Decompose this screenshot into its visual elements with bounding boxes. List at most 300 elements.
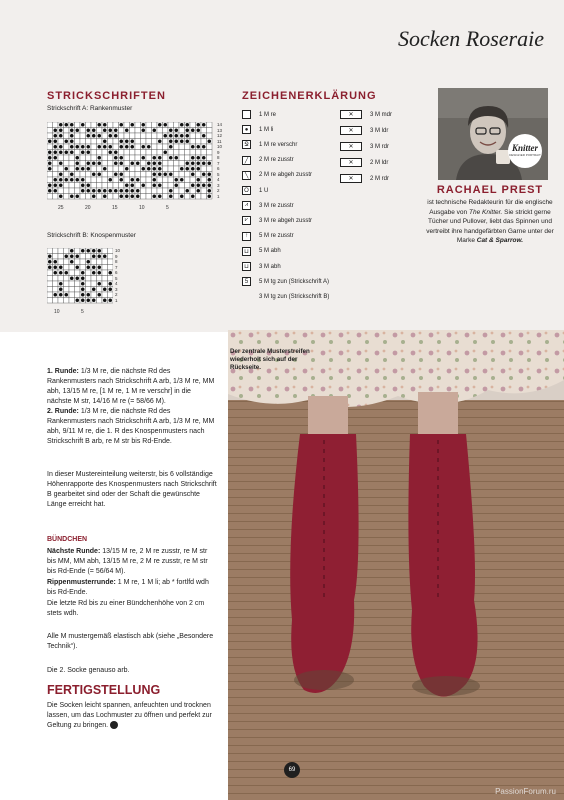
purl-dot: [59, 150, 63, 154]
purl-dot: [86, 260, 90, 264]
chart-cell: [64, 161, 70, 167]
purl-dot: [207, 139, 211, 143]
chart-cell: [47, 144, 53, 150]
chart-cell: [97, 298, 103, 304]
purl-dot: [196, 128, 200, 132]
chart-cell: [108, 183, 114, 189]
chart-cell: [196, 172, 202, 178]
purl-dot: [64, 123, 68, 127]
chart-cell: [91, 150, 97, 156]
socks-photo-image: [228, 330, 564, 800]
chart-cell: [75, 183, 81, 189]
chart-cell: [201, 150, 207, 156]
chart-cell: [64, 172, 70, 178]
purl-dot: [196, 183, 200, 187]
purl-dot: [141, 156, 145, 160]
chart-cell: [141, 139, 147, 145]
legend-label: 3 M ldr: [370, 127, 389, 134]
chart-cell: [190, 150, 196, 156]
chart-cell: [179, 155, 185, 161]
chart-cell: [190, 139, 196, 145]
chart-cell: [64, 248, 70, 254]
legend-symbol-icon: ↑: [242, 232, 251, 241]
purl-dot: [169, 139, 173, 143]
page-title: Socken Roseraie: [398, 26, 544, 51]
purl-dot: [108, 298, 112, 302]
chart-cell: [69, 161, 75, 167]
chart-cell: [201, 128, 207, 134]
purl-dot: [70, 249, 74, 253]
chart-cell: [141, 161, 147, 167]
legend-label: 2 M re abgeh zusstr: [259, 172, 313, 179]
purl-dot: [75, 156, 79, 160]
chart-cell: [152, 122, 158, 128]
chart-row-number: 2: [217, 188, 220, 193]
chart-cell: [108, 166, 114, 172]
purl-dot: [97, 161, 101, 165]
purl-dot: [125, 167, 129, 171]
purl-dot: [81, 145, 85, 149]
purl-dot: [169, 189, 173, 193]
chart-cell: [168, 183, 174, 189]
purl-dot: [59, 194, 63, 198]
chart-cell: [64, 276, 70, 282]
legend-item: [242, 186, 268, 195]
chart-row-number: 14: [217, 122, 223, 127]
chart-col-number: 25: [58, 205, 64, 211]
legend-item: [340, 126, 388, 135]
purl-dot: [141, 183, 145, 187]
chart-cell: [113, 166, 119, 172]
purl-dot: [158, 156, 162, 160]
purl-dot: [125, 139, 129, 143]
purl-dot: [136, 194, 140, 198]
chart-cell: [80, 155, 86, 161]
chart-cell: [130, 172, 136, 178]
chart-cell: [113, 139, 119, 145]
chart-cell: [86, 281, 92, 287]
chart-cell: [108, 265, 114, 271]
legend-symbol-icon: ╲: [242, 171, 251, 180]
chart-cell: [157, 144, 163, 150]
purl-dot: [108, 128, 112, 132]
chart-cell: [124, 172, 130, 178]
page-number: 69: [284, 762, 300, 778]
chart-cell: [64, 133, 70, 139]
chart-cell: [146, 194, 152, 200]
legend-symbol-icon: ⊔: [242, 247, 251, 256]
purl-dot: [119, 161, 123, 165]
purl-dot: [130, 194, 134, 198]
chart-cell: [174, 122, 180, 128]
chart-cell: [80, 265, 86, 271]
chart-cell: [47, 133, 53, 139]
chart-cell: [97, 276, 103, 282]
purl-dot: [59, 128, 63, 132]
purl-dot: [81, 276, 85, 280]
chart-cell: [64, 183, 70, 189]
purl-dot: [70, 145, 74, 149]
chart-row-number: 8: [217, 155, 220, 160]
purl-dot: [53, 178, 57, 182]
purl-dot: [185, 189, 189, 193]
cuff-heading: BÜNDCHEN: [47, 536, 88, 543]
purl-dot: [70, 139, 74, 143]
chart-cell: [179, 150, 185, 156]
purl-dot: [130, 123, 134, 127]
chart-cell: [168, 122, 174, 128]
chart-cell: [196, 194, 202, 200]
purl-dot: [53, 293, 57, 297]
purl-dot: [196, 161, 200, 165]
chart-cell: [207, 144, 213, 150]
chart-cell: [102, 133, 108, 139]
purl-dot: [158, 194, 162, 198]
purl-dot: [103, 194, 107, 198]
purl-dot: [136, 189, 140, 193]
chart-cell: [58, 155, 64, 161]
chart-cell: [119, 133, 125, 139]
designer-bio-part1: ist technische Redakteurin für die englische Ausgabe von: [427, 199, 553, 216]
purl-dot: [108, 178, 112, 182]
legend-label: 2 M ldr: [370, 159, 389, 166]
chart-cell: [157, 128, 163, 134]
purl-dot: [114, 156, 118, 160]
chart-row-number: 12: [217, 133, 223, 138]
purl-dot: [196, 178, 200, 182]
purl-dot: [191, 161, 195, 165]
purl-dot: [59, 123, 63, 127]
chart-cell: [185, 177, 191, 183]
round-1-text: 1/3 M re, die nächste Rd des Rankenmusters nach Strickschrift A arb, 1/3 M re, MM abh, 13/15 M re, [1 M re, 1 M re verschr] in die nächste M str, 14/16 M re (= 58/66 M).: [47, 368, 215, 405]
chart-cell: [185, 183, 191, 189]
designer-name: RACHAEL PREST: [436, 184, 544, 196]
chart-cell: [102, 150, 108, 156]
purl-dot: [130, 178, 134, 182]
chart-a-grid: [47, 122, 215, 200]
round-1-label: 1. Runde:: [47, 368, 79, 375]
chart-cell: [146, 139, 152, 145]
knitter-badge-title: Knitter: [511, 143, 538, 153]
purl-dot: [196, 145, 200, 149]
purl-dot: [53, 134, 57, 138]
legend-item: [242, 216, 312, 225]
end-mark-icon: [110, 721, 118, 729]
chart-cell: [163, 161, 169, 167]
chart-cell: [174, 172, 180, 178]
chart-cell: [207, 155, 213, 161]
chart-cell: [53, 161, 59, 167]
legend-symbol-icon: ✕: [340, 110, 362, 119]
chart-cell: [185, 144, 191, 150]
chart-row-number: 1: [217, 193, 220, 199]
chart-cell: [91, 166, 97, 172]
purl-dot: [92, 194, 96, 198]
finishing-text: Die Socken leicht spannen, anfeuchten und trocknen lassen, um das Lochmuster zu öffnen und perfekt zur Geltung zu bringen.: [47, 702, 212, 729]
chart-cell: [196, 139, 202, 145]
chart-cell: [113, 177, 119, 183]
purl-dot: [141, 145, 145, 149]
purl-dot: [53, 139, 57, 143]
chart-cell: [146, 128, 152, 134]
chart-col-number: 5: [166, 205, 169, 211]
purl-dot: [48, 161, 52, 165]
chart-cell: [91, 183, 97, 189]
purl-dot: [103, 139, 107, 143]
chart-col-number: 10: [139, 205, 145, 211]
purl-dot: [64, 178, 68, 182]
purl-dot: [207, 178, 211, 182]
chart-cell: [97, 150, 103, 156]
chart-cell: [58, 139, 64, 145]
purl-dot: [185, 128, 189, 132]
purl-dot: [141, 167, 145, 171]
purl-dot: [119, 156, 123, 160]
purl-dot: [81, 150, 85, 154]
purl-dot: [81, 271, 85, 275]
legend-symbol-icon: ✕: [340, 142, 362, 151]
chart-cell: [152, 139, 158, 145]
purl-dot: [152, 128, 156, 132]
chart-cell: [91, 144, 97, 150]
chart-cell: [201, 166, 207, 172]
purl-dot: [119, 139, 123, 143]
chart-cell: [58, 248, 64, 254]
chart-cell: [163, 183, 169, 189]
chart-cell: [119, 128, 125, 134]
legend-item: [242, 125, 273, 134]
chart-row-number: 4: [115, 281, 118, 286]
purl-dot: [202, 156, 206, 160]
legend-item: [340, 174, 389, 183]
legend-symbol-icon: [242, 110, 251, 119]
purl-dot: [64, 293, 68, 297]
purl-dot: [207, 194, 211, 198]
purl-dot: [48, 156, 52, 160]
purl-dot: [108, 287, 112, 291]
chart-cell: [135, 150, 141, 156]
chart-cell: [168, 166, 174, 172]
chart-cell: [64, 265, 70, 271]
chart-row-number: 4: [217, 177, 220, 182]
chart-cell: [97, 183, 103, 189]
chart-cell: [113, 183, 119, 189]
purl-dot: [119, 123, 123, 127]
purl-dot: [114, 134, 118, 138]
chart-cell: [86, 270, 92, 276]
chart-row-number: 3: [217, 182, 220, 188]
chart-cell: [108, 139, 114, 145]
legend-item: [242, 247, 281, 256]
purl-dot: [53, 271, 57, 275]
purl-dot: [130, 189, 134, 193]
chart-cell: [64, 281, 70, 287]
chart-cell: [174, 144, 180, 150]
purl-dot: [81, 249, 85, 253]
legend-symbol-icon: ●: [242, 125, 251, 134]
purl-dot: [75, 254, 79, 258]
purl-dot: [64, 139, 68, 143]
purl-dot: [103, 123, 107, 127]
legend-symbol-icon: ╱: [242, 156, 251, 165]
purl-dot: [103, 189, 107, 193]
chart-cell: [58, 166, 64, 172]
purl-dot: [53, 150, 57, 154]
purl-dot: [75, 265, 79, 269]
chart-cell: [157, 177, 163, 183]
chart-cell: [91, 292, 97, 298]
purl-dot: [92, 287, 96, 291]
chart-col-number: 15: [112, 205, 118, 211]
purl-dot: [114, 128, 118, 132]
chart-cell: [124, 133, 130, 139]
round-2-label: 2. Runde:: [47, 408, 79, 415]
chart-cell: [69, 166, 75, 172]
purl-dot: [92, 249, 96, 253]
purl-dot: [196, 156, 200, 160]
purl-dot: [191, 183, 195, 187]
watermark: PassionForum.ru: [495, 787, 556, 796]
purl-dot: [53, 260, 57, 264]
chart-cell: [102, 161, 108, 167]
purl-dot: [196, 123, 200, 127]
pattern-repeat-paragraph: In dieser Mustereinteilung weiterstr, bis 6 vollständige Höhenrapporte des Knospenmusters nach Strickschrift B gearbeitet sind oder der Schaft die gewünschte Länge erreicht hat.: [47, 471, 217, 508]
purl-dot: [97, 172, 101, 176]
purl-dot: [64, 254, 68, 258]
purl-dot: [75, 276, 79, 280]
chart-cell: [47, 270, 53, 276]
chart-cell: [53, 287, 59, 293]
chart-cell: [102, 172, 108, 178]
legend-item: [340, 110, 392, 119]
chart-cell: [163, 139, 169, 145]
chart-cell: [58, 259, 64, 265]
purl-dot: [70, 172, 74, 176]
purl-dot: [114, 150, 118, 154]
chart-cell: [80, 194, 86, 200]
chart-cell: [69, 188, 75, 194]
purl-dot: [174, 156, 178, 160]
purl-dot: [180, 134, 184, 138]
chart-cell: [64, 259, 70, 265]
legend-item: [242, 171, 312, 180]
chart-cell: [69, 265, 75, 271]
chart-cell: [190, 188, 196, 194]
chart-cell: [179, 183, 185, 189]
chart-cell: [64, 287, 70, 293]
purl-dot: [108, 150, 112, 154]
purl-dot: [130, 139, 134, 143]
chart-cell: [75, 122, 81, 128]
purl-dot: [103, 167, 107, 171]
purl-dot: [185, 161, 189, 165]
chart-b-grid: [47, 248, 113, 304]
designer-bio-brand: Cat & Sparrow.: [476, 237, 524, 244]
chart-cell: [58, 188, 64, 194]
chart-cell: [53, 194, 59, 200]
chart-cell: [86, 287, 92, 293]
round-2-text: 1/3 M re, die nächste Rd des Rankenmusters nach Strickschrift A arb, 1/3 M re, MM abh, 9/11 M re, die 1. R des Knospenmusters nach Strickschrift B arb, re M str bis Rd-Ende.: [47, 408, 215, 445]
chart-cell: [47, 248, 53, 254]
chart-cell: [102, 248, 108, 254]
purl-dot: [48, 150, 52, 154]
purl-dot: [48, 167, 52, 171]
chart-cell: [108, 155, 114, 161]
purl-dot: [130, 183, 134, 187]
purl-dot: [136, 161, 140, 165]
purl-dot: [59, 145, 63, 149]
purl-dot: [97, 282, 101, 286]
purl-dot: [180, 167, 184, 171]
chart-col-number: 10: [54, 309, 60, 315]
chart-cell: [53, 276, 59, 282]
legend-label: 1 U: [259, 187, 269, 194]
chart-cell: [53, 172, 59, 178]
purl-dot: [97, 293, 101, 297]
chart-col-number: 20: [85, 205, 91, 211]
chart-cell: [53, 122, 59, 128]
rib-round-paragraph: [47, 578, 217, 598]
purl-dot: [202, 161, 206, 165]
chart-cell: [113, 194, 119, 200]
purl-dot: [191, 172, 195, 176]
purl-dot: [152, 172, 156, 176]
purl-dot: [81, 167, 85, 171]
chart-cell: [146, 188, 152, 194]
knitter-badge-sub: DESIGNER PORTRAIT: [509, 153, 541, 157]
chart-row-number: 9: [217, 149, 220, 155]
purl-dot: [169, 134, 173, 138]
rib-round-text: 1 M re, 1 M li; ab * fortlfd wdh bis Rd-Ende.: [47, 579, 209, 596]
purl-dot: [158, 172, 162, 176]
purl-dot: [97, 271, 101, 275]
chart-cell: [64, 188, 70, 194]
chart-cell: [174, 166, 180, 172]
chart-cell: [47, 287, 53, 293]
chart-row-number: 3: [115, 286, 118, 292]
purl-dot: [81, 293, 85, 297]
chart-cell: [108, 172, 114, 178]
chart-cell: [163, 155, 169, 161]
purl-dot: [152, 167, 156, 171]
purl-dot: [86, 293, 90, 297]
chart-cell: [185, 150, 191, 156]
chart-cell: [97, 259, 103, 265]
chart-cell: [75, 281, 81, 287]
chart-cell: [69, 292, 75, 298]
chart-cell: [179, 144, 185, 150]
chart-cell: [179, 172, 185, 178]
legend-symbol-icon: ⊔: [242, 262, 251, 271]
chart-cell: [91, 139, 97, 145]
chart-cell: [58, 298, 64, 304]
purl-dot: [130, 161, 134, 165]
chart-cell: [119, 166, 125, 172]
chart-cell: [86, 172, 92, 178]
legend-label: 1 M re verschr: [259, 141, 298, 148]
legend-item: [242, 292, 329, 301]
chart-cell: [102, 155, 108, 161]
chart-cell: [86, 122, 92, 128]
purl-dot: [48, 260, 52, 264]
designer-bio: [420, 198, 560, 246]
purl-dot: [163, 150, 167, 154]
chart-cell: [86, 194, 92, 200]
chart-cell: [91, 281, 97, 287]
purl-dot: [180, 194, 184, 198]
purl-dot: [119, 172, 123, 176]
chart-cell: [152, 188, 158, 194]
